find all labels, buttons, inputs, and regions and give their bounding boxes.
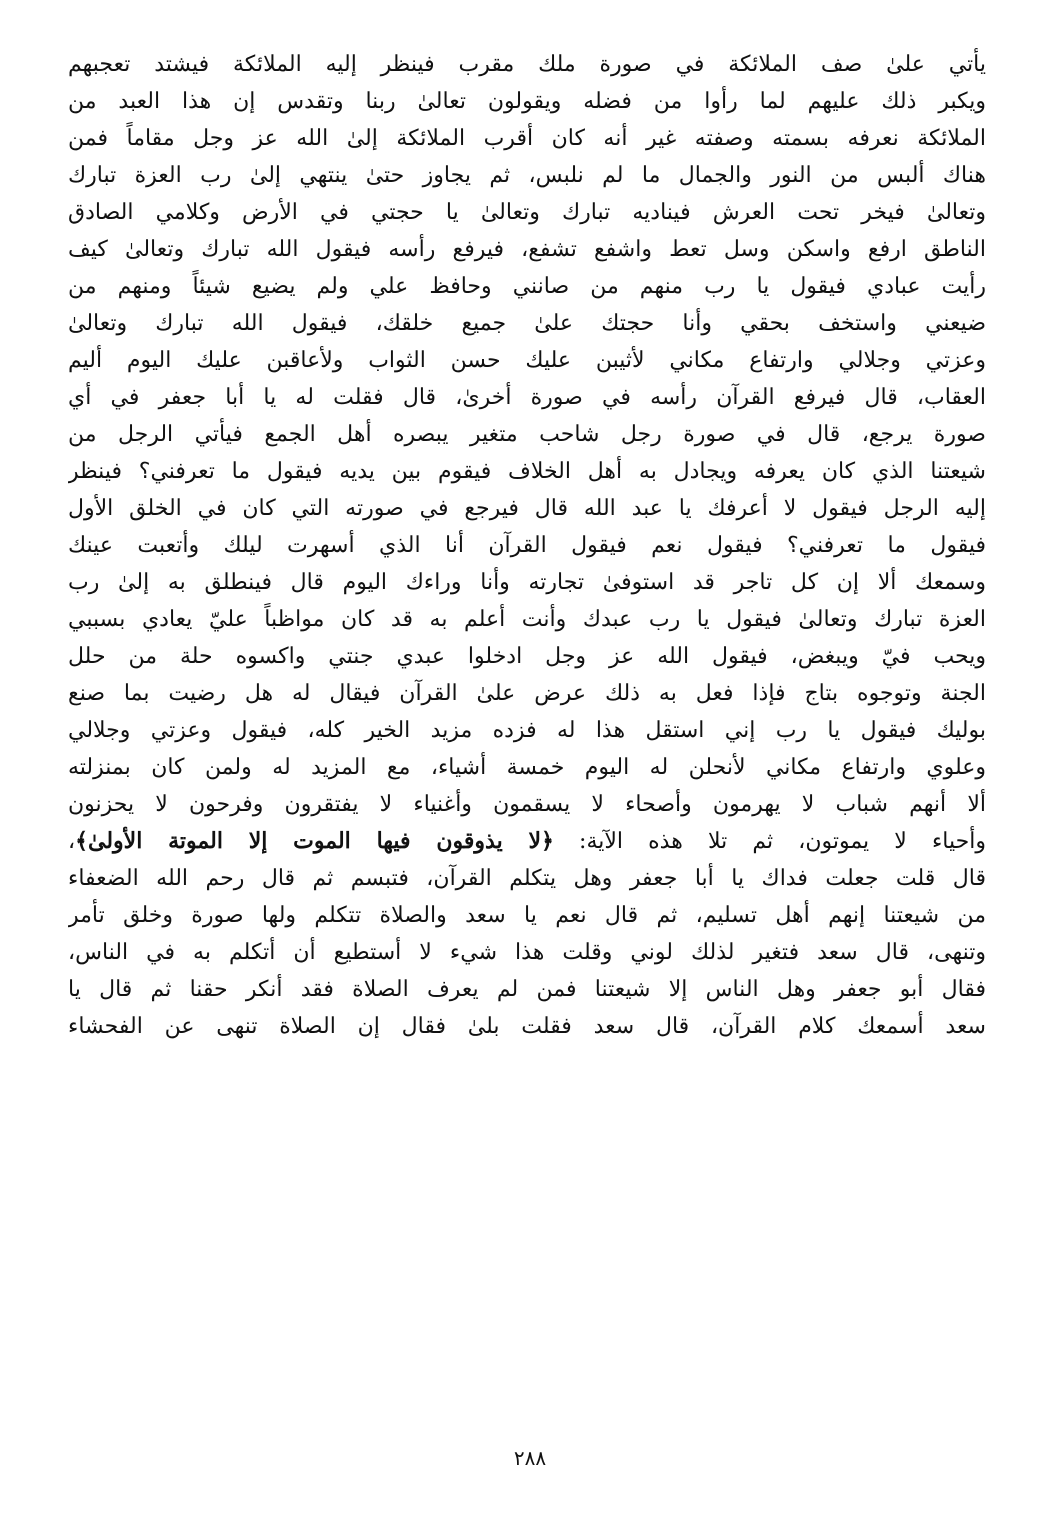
verse-punctuation: ،: [68, 829, 76, 854]
quran-verse: ﴿لا يذوقون فيها الموت إلا الموتة الأولىٰ﴾: [75, 828, 554, 854]
text-line: وعلوي وارتفاع مكاني لأنحلن له اليوم خمسة أشياء، مع المزيد له ولمن كان بمنزلته: [68, 755, 986, 780]
page-number: ٢٨٨: [513, 1446, 547, 1470]
text-line: العزة تبارك وتعالىٰ فيقول يا رب عبدك وأنت أعلم به قد كان مواظباً عليّ يعادي بسببي: [68, 607, 986, 632]
text-line: ويحب فيّ ويبغض، فيقول الله عز وجل ادخلوا عبدي جنتي واكسوه حلة من حلل: [68, 644, 986, 669]
text-line: يأتي علىٰ صف الملائكة في صورة ملك مقرب فينظر إليه الملائكة فيشتد تعجبهم: [68, 52, 986, 77]
text-line: ويكبر ذلك عليهم لما رأوا من فضله ويقولون تعالىٰ ربنا وتقدس إن هذا العبد من: [68, 89, 986, 114]
text-line: العقاب، قال فيرفع القرآن رأسه في صورة أخرىٰ، قال فقلت له يا أبا جعفر في أي: [68, 385, 986, 410]
text-line: الناطق ارفع واسكن وسل تعط واشفع تشفع، فيرفع رأسه فيقول الله تبارك وتعالىٰ كيف: [68, 237, 986, 262]
text-line: من شيعتنا إنهم أهل تسليم، ثم قال نعم يا سعد والصلاة تتكلم ولها صورة وخلق تأمر: [68, 903, 986, 928]
verse-line: [68, 823, 986, 860]
text-line: رأيت عبادي فيقول يا رب منهم من صانني وحافظ علي ولم يضيع شيئاً ومنهم من: [68, 274, 986, 299]
text-line: ألا أنهم شباب لا يهرمون وأصحاء لا يسقمون وأغنياء لا يفتقرون وفرحون لا يحزنون: [68, 792, 986, 817]
text-line: فقال أبو جعفر وهل الناس إلا شيعتنا فمن لم يعرف الصلاة فقد أنكر حقنا ثم قال يا: [68, 977, 986, 1002]
text-line: وتنهى، قال سعد فتغير لذلك لوني وقلت هذا شيء لا أستطيع أن أتكلم به في الناس،: [68, 940, 986, 965]
text-line: سعد أسمعك كلام القرآن، قال سعد فقلت بلىٰ فقال إن الصلاة تنهى عن الفحشاء: [68, 1014, 986, 1039]
text-line: إليه الرجل فيقول لا أعرفك يا عبد الله قال فيرجع في صورته التي كان في الخلق الأول: [68, 496, 986, 521]
text-line: وسمعك ألا إن كل تاجر قد استوفىٰ تجارته وأنا وراءك اليوم قال فينطلق به إلىٰ رب: [68, 570, 986, 595]
text-line: فيقول ما تعرفني؟ فيقول نعم فيقول القرآن أنا الذي أسهرت ليلك وأتعبت عينك: [68, 533, 986, 558]
text-line: صورة يرجع، قال في صورة رجل شاحب متغير يبصره أهل الجمع فيأتي الرجل من: [68, 422, 986, 447]
text-line: شيعتنا الذي كان يعرفه ويجادل به أهل الخلاف فيقوم بين يديه فيقول ما تعرفني؟ فينظر: [68, 459, 986, 484]
text-line: بوليك فيقول يا رب إني استقل هذا له فزده مزيد الخير كله، فيقول وعزتي وجلالي: [68, 718, 986, 743]
text-line: قال قلت جعلت فداك يا أبا جعفر وهل يتكلم القرآن، فتبسم ثم قال رحم الله الضعفاء: [68, 866, 986, 891]
text-line: الجنة وتوجوه بتاج فإذا فعل به ذلك عرض علىٰ القرآن فيقال له هل رضيت بما صنع: [68, 681, 986, 706]
body-text: [68, 46, 986, 1045]
verse-intro: وأحياء لا يموتون، ثم تلا هذه الآية:: [579, 829, 986, 854]
text-line: هناك ألبس من النور والجمال ما لم نلبس، ثم يجاوز حتىٰ ينتهي إلىٰ رب العزة تبارك: [68, 163, 986, 188]
text-line: وعزتي وجلالي وارتفاع مكاني لأثيبن عليك حسن الثواب ولأعاقبن عليك اليوم أليم: [68, 348, 986, 373]
text-line: ضيعني واستخف بحقي وأنا حجتك علىٰ جميع خلقك، فيقول الله تبارك وتعالىٰ: [68, 311, 986, 336]
text-line: الملائكة نعرفه بسمته وصفته غير أنه كان أقرب الملائكة إلىٰ الله عز وجل مقاماً فمن: [68, 126, 986, 151]
text-line: وتعالىٰ فيخر تحت العرش فيناديه تبارك وتعالىٰ يا حجتي في الأرض وكلامي الصادق: [68, 200, 986, 225]
